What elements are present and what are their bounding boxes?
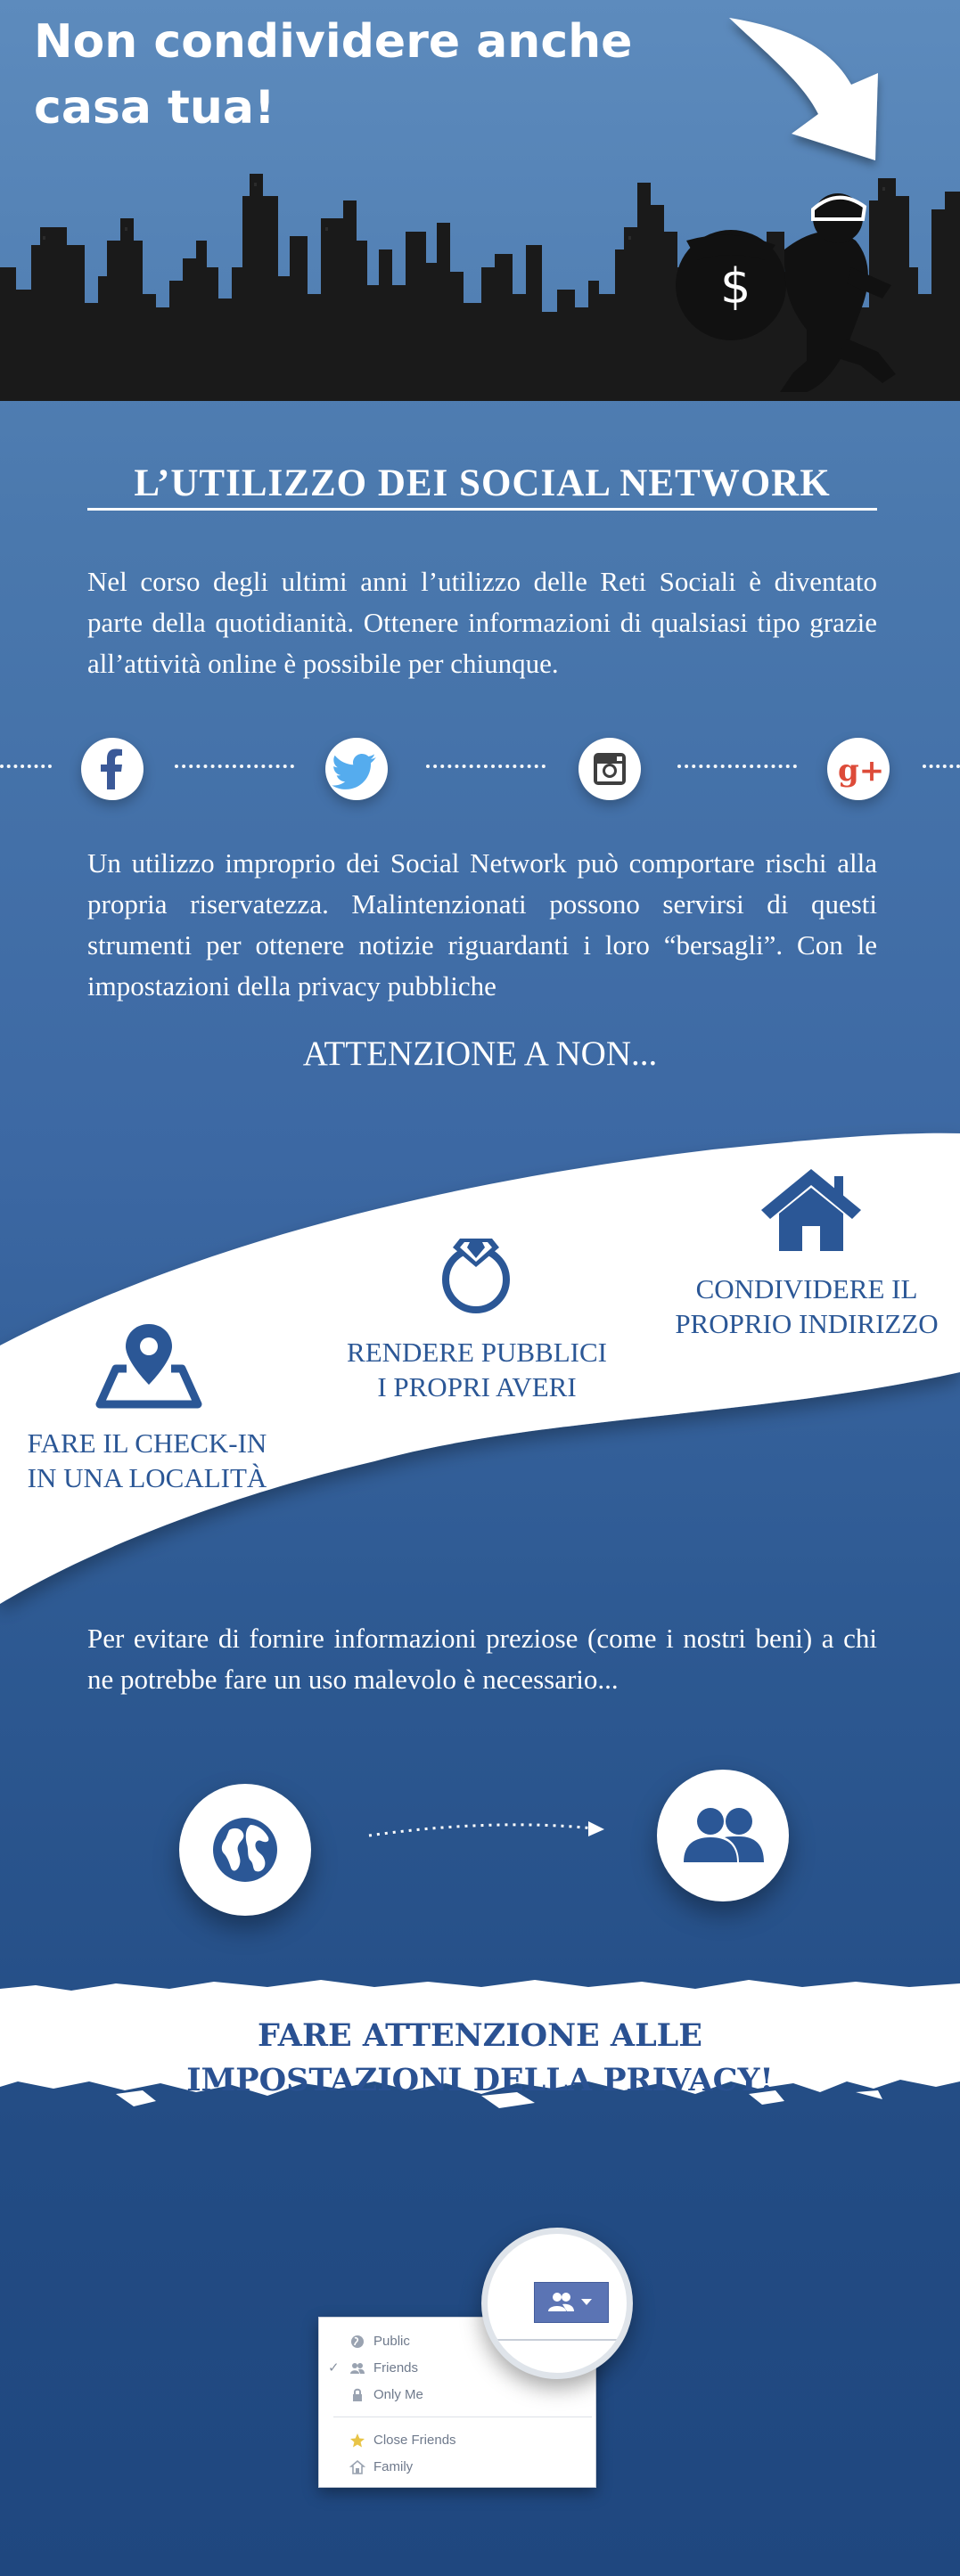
warning-item-label: FARE IL CHECK-IN xyxy=(27,1427,267,1459)
globe-icon xyxy=(179,1784,311,1916)
menu-item-label: Public xyxy=(373,2334,410,2349)
warning-heading: ATTENZIONE A NON... xyxy=(302,1034,658,1073)
svg-text:$: $ xyxy=(720,258,751,315)
advice-paragraph: Per evitare di fornire informazioni preziose (come i nostri beni) a chi ne potrebbe fare un uso malevolo è necessario... xyxy=(87,1623,877,1695)
house-icon xyxy=(349,2459,365,2475)
audience-selector-button[interactable] xyxy=(534,2282,609,2323)
warning-item-address xyxy=(660,1272,954,1341)
map-pin-icon xyxy=(93,1321,205,1410)
menu-item-label: Only Me xyxy=(373,2387,423,2402)
dotted-arrow xyxy=(364,1809,613,1844)
header xyxy=(0,0,960,401)
dotted-connector xyxy=(923,765,960,768)
people-icon xyxy=(657,1770,789,1901)
dotted-connector xyxy=(0,765,52,768)
section-heading: L’UTILIZZO DEI SOCIAL NETWORK xyxy=(134,462,831,504)
page-title: Non condividere anche casa tua! xyxy=(34,15,633,135)
warning-item-label: PROPRIO INDIRIZZO xyxy=(675,1308,939,1339)
banner-heading xyxy=(0,2014,960,2103)
facebook-icon xyxy=(81,738,144,800)
dotted-connector xyxy=(175,765,294,768)
warning-item-label: CONDIVIDERE IL xyxy=(695,1273,918,1304)
menu-item-label: Close Friends xyxy=(373,2433,456,2448)
menu-item-label: Friends xyxy=(373,2360,419,2376)
star-icon xyxy=(349,2433,365,2449)
warning-item-label: IN UNA LOCALITÀ xyxy=(27,1462,267,1493)
risk-paragraph: Un utilizzo improprio dei Social Network può comportare rischi alla propria riservatezza. Malintenzionati possono servirsi di questi strumenti per ottenere notizie riguardanti i loro “bersagli”. Con le impostazioni della privacy pubbliche xyxy=(87,847,877,1002)
twitter-icon xyxy=(325,738,388,800)
globe-icon xyxy=(349,2334,365,2350)
check-icon: ✓ xyxy=(328,2360,340,2376)
menu-item-close-friends[interactable] xyxy=(319,2427,595,2454)
intro-paragraph: Nel corso degli ultimi anni l’utilizzo delle Reti Sociali è diventato parte della quotidianità. Ottenere informazioni di qualsiasi tipo grazie all’attività online è possibile per chiunque. xyxy=(87,566,877,679)
menu-item-family[interactable] xyxy=(319,2454,595,2481)
google-plus-icon xyxy=(827,738,890,800)
instagram-icon xyxy=(578,738,641,800)
friends-dropdown-icon xyxy=(535,2283,608,2322)
menu-edge xyxy=(488,2339,633,2341)
warning-item-label: I PROPRI AVERI xyxy=(377,1371,577,1402)
warning-item-assets xyxy=(330,1335,624,1404)
lock-icon xyxy=(349,2387,365,2403)
dotted-connector xyxy=(677,765,797,768)
house-icon xyxy=(759,1165,863,1255)
menu-item-label: Family xyxy=(373,2459,414,2474)
friends-icon xyxy=(349,2360,365,2376)
magnifier-lens xyxy=(481,2228,633,2379)
warning-item-checkin xyxy=(9,1426,285,1495)
heading-underline xyxy=(87,508,877,511)
dotted-connector xyxy=(426,765,546,768)
banner-line: FARE ATTENZIONE ALLE xyxy=(258,2017,702,2054)
warning-item-label: RENDERE PUBBLICI xyxy=(347,1337,607,1368)
svg-text:g+: g+ xyxy=(838,753,885,789)
menu-item-only-me[interactable] xyxy=(319,2382,595,2408)
banner-line: IMPOSTAZIONI DELLA PRIVACY! xyxy=(186,2062,774,2098)
ring-icon xyxy=(440,1228,512,1317)
